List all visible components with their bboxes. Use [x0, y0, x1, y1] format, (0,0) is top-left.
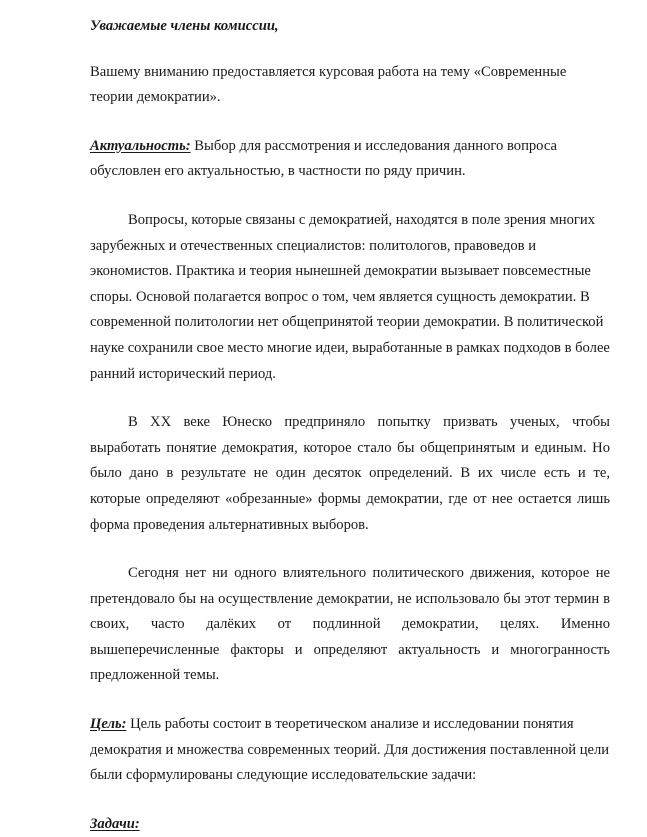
tasks-heading: Задачи: [90, 815, 140, 832]
body-paragraph-2: В XX веке Юнеско предприняло попытку призвать ученых, чтобы выработать понятие демократия, которое стало бы общепринятым и единым. Но было дано в результате не один десяток определений. В их числе есть и те, которые определяют «обрезанные» формы демократии, где от нее остается лишь форма проведения альтернативных выборов. [90, 414, 610, 533]
intro-paragraph: Вашему вниманию предоставляется курсовая работа на тему «Современные теории демократии». [90, 63, 567, 106]
relevance-paragraph [90, 134, 610, 185]
body-paragraph-3: Сегодня нет ни одного влиятельного политического движения, которое не претендовало бы на осуществление демократии, не использовало бы этот термин в своих, часто далёких от подлинной демократии, целях. Именно вышеперечисленные факторы и определяют актуальность и многогранность предложенной темы. [90, 565, 610, 684]
goal-paragraph [90, 712, 610, 789]
document-page [90, 14, 610, 837]
goal-label: Цель: [90, 716, 127, 733]
greeting: Уважаемые члены комиссии, [90, 18, 279, 34]
goal-text: Цель работы состоит в теоретическом анализе и исследовании понятия демократия и множества современных теорий. Для достижения поставленной цели были сформулированы следующие исследовательские задачи: [90, 716, 610, 784]
relevance-text: Выбор для рассмотрения и исследования данного вопроса обусловлен его актуальностью, в частности по ряду причин. [90, 137, 557, 180]
relevance-label: Актуальность: [90, 137, 191, 154]
body-paragraph-1: Вопросы, которые связаны с демократией, находятся в поле зрения многих зарубежных и отечественных специалистов: политологов, правоведов и экономистов. Практика и теория нынешней демократии вызывает повсеместные споры. Основой полагается вопрос о том, чем является сущность демократии. В современной политологии нет общепринятой теории демократии. В политической науке сохранили свое место многие идеи, выработанные в рамках подходов в более ранний исторический период. [90, 211, 610, 382]
